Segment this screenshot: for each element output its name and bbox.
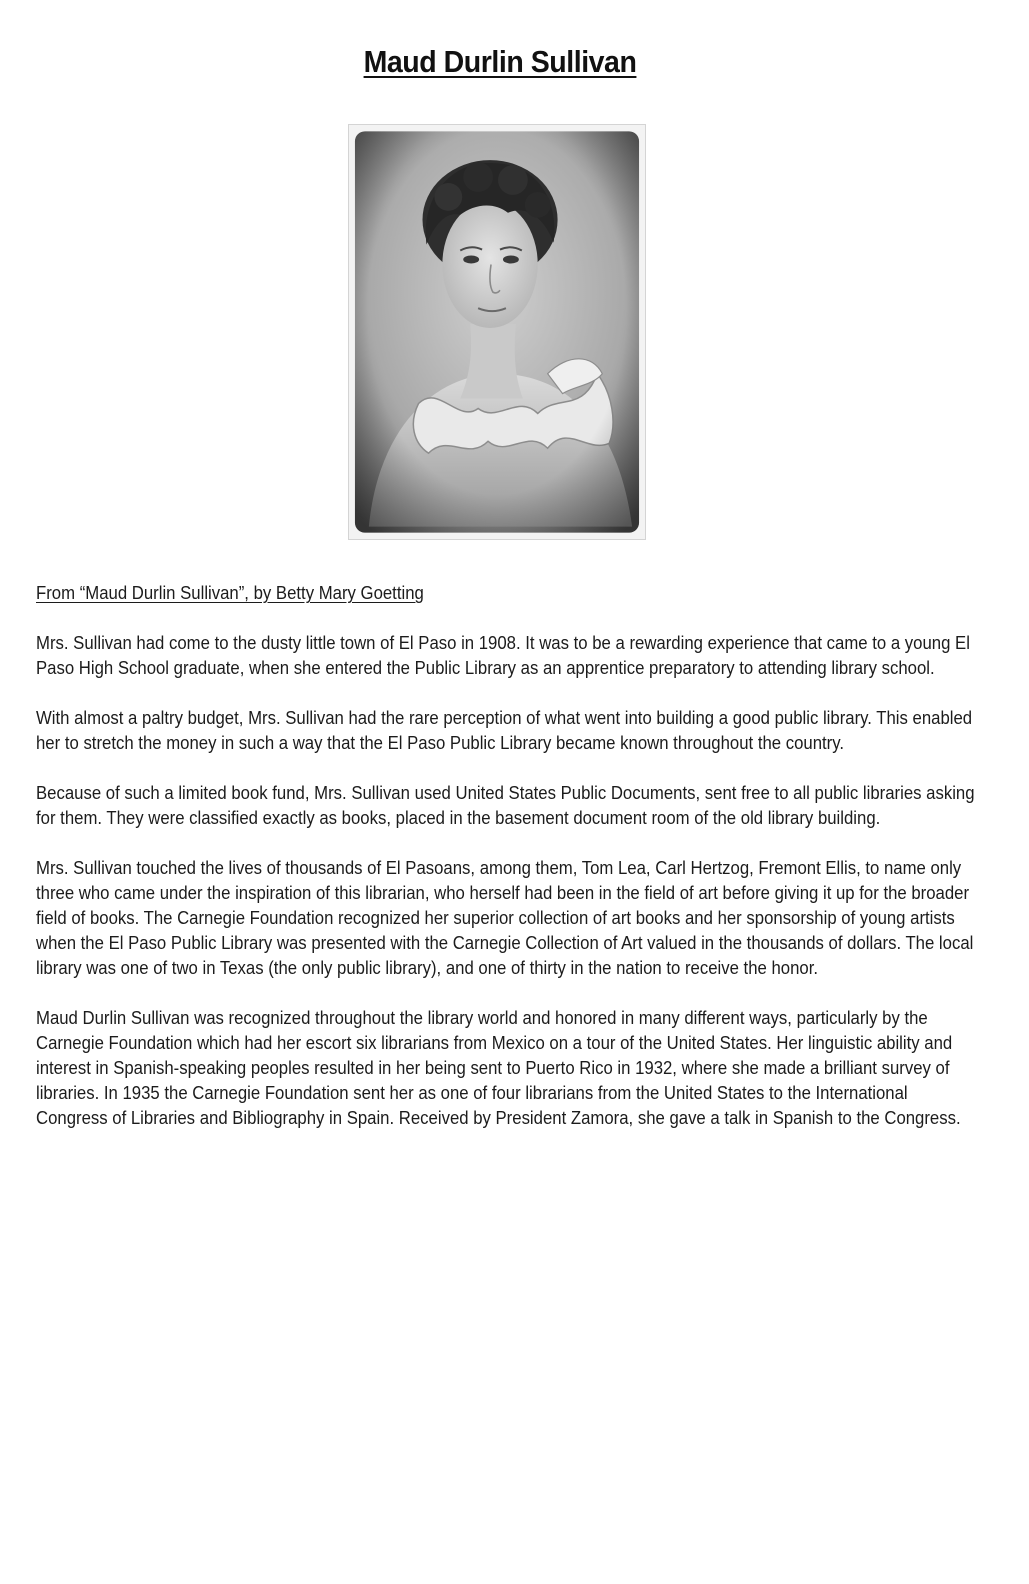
article-body [36, 580, 976, 1155]
portrait-photo [348, 124, 646, 540]
paragraph: Maud Durlin Sullivan was recognized throughout the library world and honored in many different ways, particularly by the Carnegie Foundation which had her escort six librarians from Mexico on a tour of the United States. Her linguistic ability and interest in Spanish-speaking peoples resulted in her being sent to Puerto Rico in 1932, where she made a brilliant survey of libraries. In 1935 the Carnegie Foundation sent her as one of four librarians from the United States to the International Congress of Libraries and Bibliography in Spain. Received by President Zamora, she gave a talk in Spanish to the Congress. [36, 1007, 961, 1128]
paragraph: Mrs. Sullivan had come to the dusty little town of El Paso in 1908. It was to be a rewarding experience that came to a young El Paso High School graduate, when she entered the Public Library as an apprentice preparatory to attending library school. [36, 632, 970, 678]
portrait-photo-icon [349, 125, 645, 539]
source-citation: From “Maud Durlin Sullivan”, by Betty Mary Goetting [36, 582, 424, 603]
paragraph: Mrs. Sullivan touched the lives of thousands of El Pasoans, among them, Tom Lea, Carl Hertzog, Fremont Ellis, to name only three who came under the inspiration of this librarian, who herself had been in the field of art before giving it up for the broader field of books. The Carnegie Foundation recognized her superior collection of art books and her sponsorship of young artists when the El Paso Public Library was presented with the Carnegie Collection of Art valued in the thousands of dollars. The local library was one of two in Texas (the only public library), and one of thirty in the nation to receive the honor. [36, 857, 974, 978]
paragraph: With almost a paltry budget, Mrs. Sullivan had the rare perception of what went into building a good public library. This enabled her to stretch the money in such a way that the El Paso Public Library became known throughout the country. [36, 707, 973, 753]
page-title: Maud Durlin Sullivan [363, 44, 637, 79]
paragraph: Because of such a limited book fund, Mrs. Sullivan used United States Public Documents, sent free to all public libraries asking for them. They were classified exactly as books, placed in the basement document room of the old library building. [36, 782, 975, 828]
